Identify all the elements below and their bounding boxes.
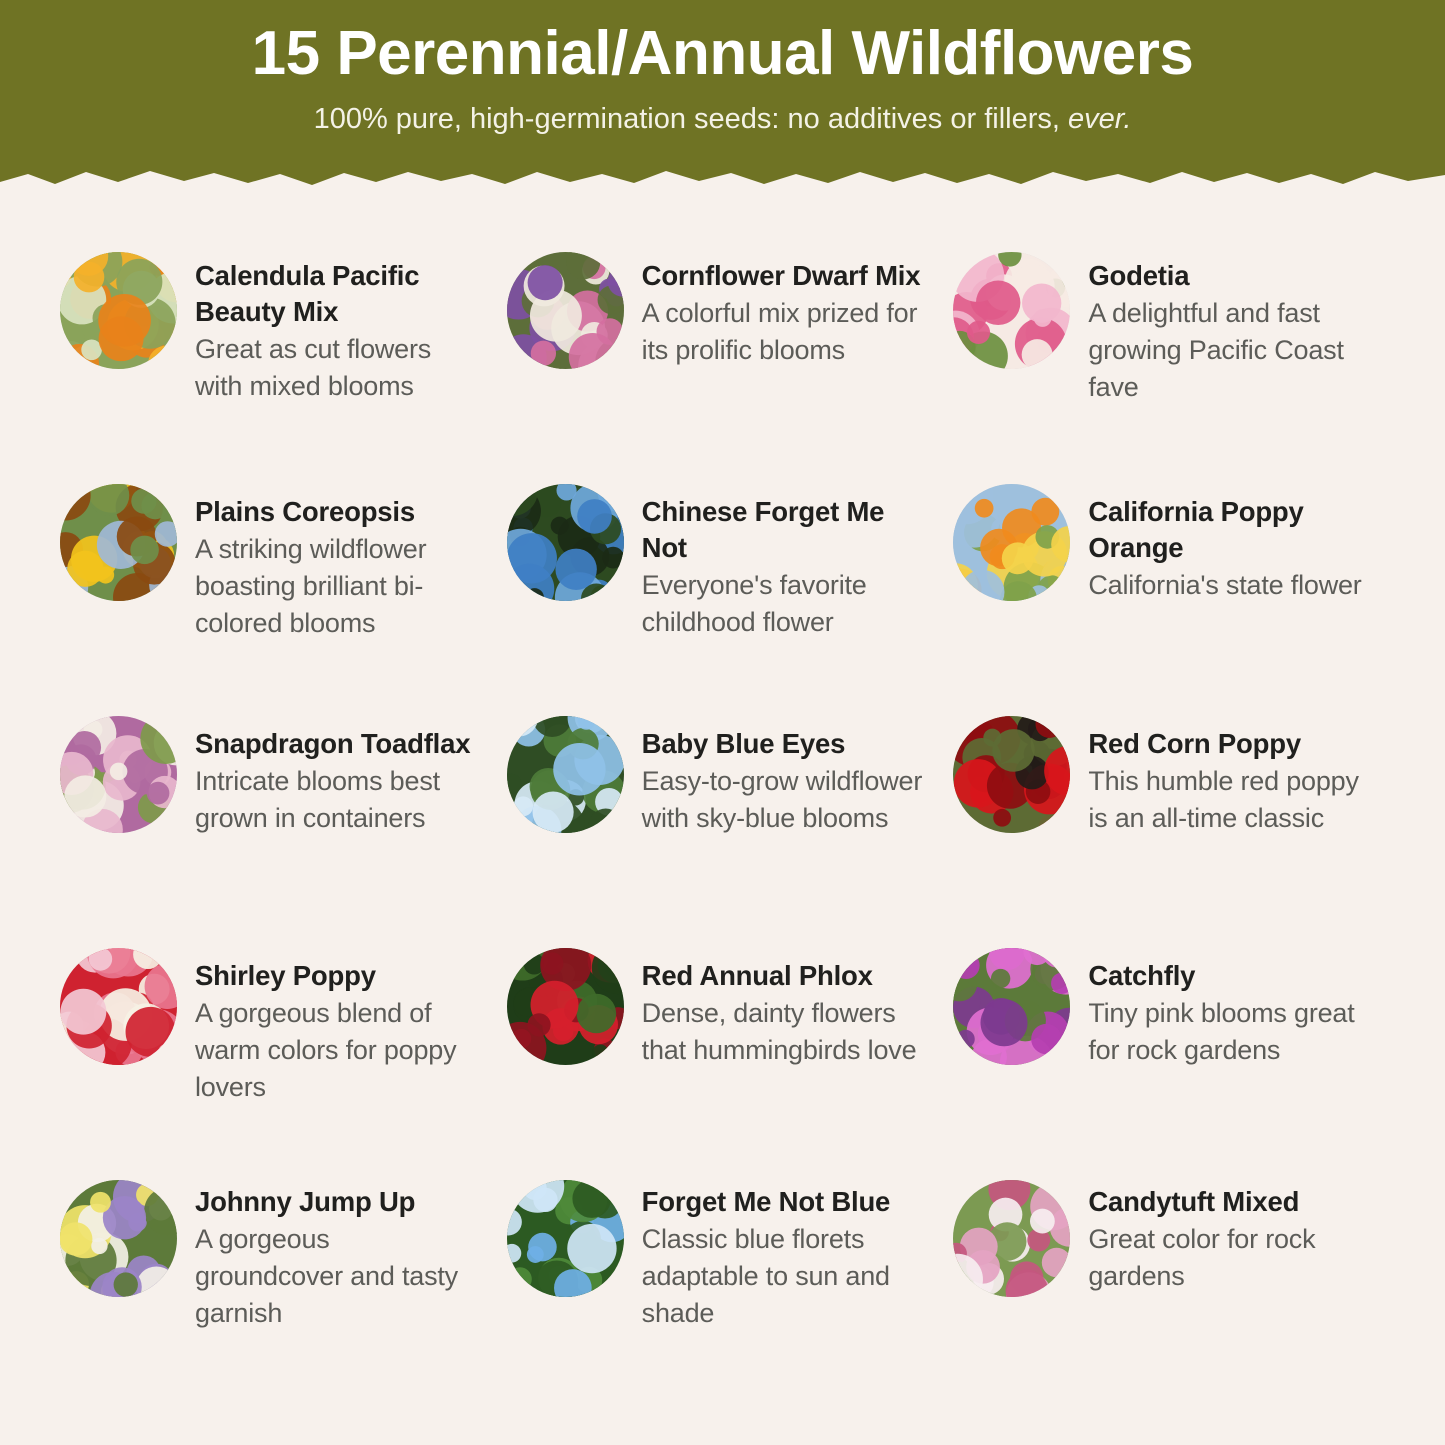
flower-card [953,1180,1390,1412]
subtitle-emphasis: ever. [1068,103,1132,136]
flower-name: Baby Blue Eyes [641,728,846,759]
flower-description: A gorgeous groundcover and tasty garnish [195,1223,458,1329]
flower-card [60,948,497,1180]
flower-name: Catchfly [1088,960,1196,991]
flower-card-text [195,716,483,837]
flower-name: Red Corn Poppy [1088,728,1301,759]
shirley-poppy-photo [60,948,177,1065]
calendula-pacific-beauty-mix-photo [60,252,177,369]
flower-card [953,484,1390,716]
flower-card-text [195,1180,483,1333]
red-annual-phlox-photo [507,948,624,1065]
flower-card-text [642,252,930,369]
flower-description: A gorgeous blend of warm colors for poppy lovers [195,997,457,1103]
header-banner [0,0,1445,196]
page-subtitle [0,103,1445,136]
flower-description: Classic blue florets adaptable to sun and shade [641,1223,890,1329]
flower-card-text [1088,716,1376,837]
flower-description: Great as cut flowers with mixed blooms [195,333,432,401]
flower-description: Great color for rock gardens [1088,1223,1316,1291]
godetia-photo [953,252,1070,369]
flower-card [507,948,944,1180]
flower-description: Tiny pink blooms great for rock gardens [1088,997,1355,1065]
flower-card [507,1180,944,1412]
flower-card-text [195,948,483,1107]
flower-card [60,484,497,716]
flower-card [507,716,944,948]
flower-card-text [1088,484,1376,604]
flower-name: California Poppy Orange [1088,496,1304,563]
flower-description: This humble red poppy is an all-time classic [1088,765,1359,833]
flower-card [60,1180,497,1412]
page-title: 15 Perennial/Annual Wildflowers [251,19,1194,88]
flower-description: Dense, dainty flowers that hummingbirds love [641,997,917,1065]
flower-name: Red Annual Phlox [641,960,873,991]
flower-card-text [1088,252,1376,407]
flower-description: Everyone's favorite childhood flower [641,569,867,637]
flower-card [60,252,497,484]
red-corn-poppy-photo [953,716,1070,833]
snapdragon-toadflax-photo [60,716,177,833]
flower-description: A colorful mix prized for its prolific blooms [641,297,918,365]
flower-name: Candytuft Mixed [1088,1186,1300,1217]
flower-card-text [642,1180,930,1333]
torn-paper-edge [0,152,1445,198]
baby-blue-eyes-photo [507,716,624,833]
flower-name: Chinese Forget Me Not [641,496,885,563]
flower-card-text [1088,948,1376,1069]
catchfly-photo [953,948,1070,1065]
flower-card [507,252,944,484]
flower-name: Calendula Pacific Beauty Mix [195,260,420,327]
california-poppy-orange-photo [953,484,1070,601]
flower-card [60,716,497,948]
flower-description: A delightful and fast growing Pacific Coast fave [1088,297,1344,403]
flower-name: Johnny Jump Up [195,1186,416,1217]
flower-card [953,948,1390,1180]
flower-card [507,484,944,716]
chinese-forget-me-not-photo [507,484,624,601]
plains-coreopsis-photo [60,484,177,601]
flower-grid [0,252,1445,1412]
flower-card-text [195,484,483,643]
flower-description: California's state flower [1088,569,1362,600]
flower-name: Plains Coreopsis [195,496,415,527]
flower-card-text [642,484,930,641]
flower-name: Godetia [1088,260,1190,291]
flower-card-text [195,252,483,405]
forget-me-not-blue-photo [507,1180,624,1297]
flower-card [953,252,1390,484]
flower-description: Easy-to-grow wildflower with sky-blue blooms [641,765,923,833]
flower-description: Intricate blooms best grown in containers [195,765,440,833]
flower-description: A striking wildflower boasting brilliant bi-colored blooms [195,533,427,639]
johnny-jump-up-photo [60,1180,177,1297]
flower-name: Cornflower Dwarf Mix [641,260,921,291]
flower-card-text [642,716,930,837]
subtitle-main: 100% pure, high-germination seeds: no additives or fillers, [313,103,1068,136]
flower-name: Shirley Poppy [195,960,376,991]
flower-card-text [1088,1180,1376,1295]
flower-name: Forget Me Not Blue [641,1186,891,1217]
flower-card-text [642,948,930,1069]
flower-name: Snapdragon Toadflax [195,728,471,759]
flower-card [953,716,1390,948]
candytuft-mixed-photo [953,1180,1070,1297]
cornflower-dwarf-mix-photo [507,252,624,369]
